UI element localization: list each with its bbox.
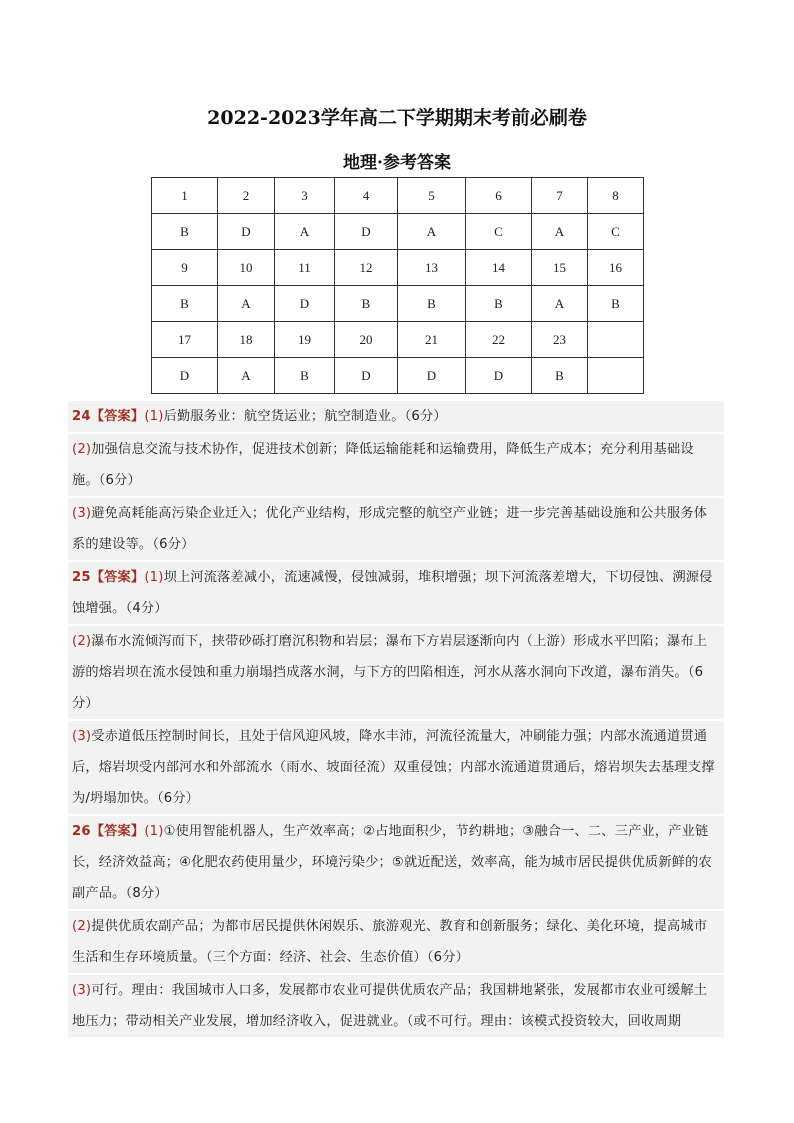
answer-table-cell: 20 <box>335 322 398 358</box>
answer-table-cell: D <box>335 358 398 394</box>
answer-table-cell <box>588 358 644 394</box>
answer-table-row <box>152 286 644 322</box>
document-subtitle: 地理·参考答案 <box>343 153 451 173</box>
answer-table-cell: A <box>218 358 275 394</box>
answer-paragraph <box>68 498 724 560</box>
answer-table-cell: A <box>532 214 588 250</box>
part-text: 瀑布水流倾泻而下，挟带砂砾打磨沉积物和岩层；瀑布下方岩层逐渐向内（上游）形成水平凹陷；瀑布上游的熔岩坝在流水侵蚀和重力崩塌挡成落水洞，与下方的凹陷相连，河水从落水洞向下改道，瀑布消失。（6分） <box>72 634 708 711</box>
answer-table-cell: 1 <box>152 178 218 214</box>
part-text: 加强信息交流与技术协作，促进技术创新；降低运输能耗和运输费用，降低生产成本；充分利用基础设施。（6分） <box>72 442 694 488</box>
answer-table-cell: D <box>152 358 218 394</box>
answer-table-cell: 9 <box>152 250 218 286</box>
part-label: (2) <box>72 442 92 457</box>
part-label: (1) <box>144 824 164 839</box>
answer-table-cell: A <box>398 214 466 250</box>
answer-table-cell: B <box>335 286 398 322</box>
part-label: (3) <box>72 983 92 998</box>
answer-paragraph <box>68 562 724 624</box>
answer-table-cell: B <box>152 214 218 250</box>
answer-table-cell: 18 <box>218 322 275 358</box>
answer-table-cell: B <box>466 286 532 322</box>
answer-table <box>151 177 644 394</box>
answer-table-cell: 21 <box>398 322 466 358</box>
answer-table-cell <box>588 322 644 358</box>
part-label: (3) <box>72 729 92 744</box>
part-text: 可行。理由：我国城市人口多，发展都市农业可提供优质农产品；我国耕地紧张，发展都市农业可缓解土地压力；带动相关产业发展，增加经济收入，促进就业。（或不可行。理由：该模式投资较大，回收周期 <box>72 983 708 1029</box>
part-label: (1) <box>144 570 164 585</box>
answer-table-cell: D <box>466 358 532 394</box>
answer-table-row <box>152 250 644 286</box>
answer-table-cell: 12 <box>335 250 398 286</box>
answer-table-cell: B <box>398 286 466 322</box>
answer-table-cell: A <box>218 286 275 322</box>
answer-table-row <box>152 322 644 358</box>
answer-label: 【答案】 <box>90 824 145 839</box>
answer-table-cell: B <box>532 358 588 394</box>
answer-explanations <box>68 401 724 1039</box>
answer-table-cell: 15 <box>532 250 588 286</box>
answer-table-cell: 3 <box>275 178 335 214</box>
answer-table-cell: 6 <box>466 178 532 214</box>
answer-table-cell: 17 <box>152 322 218 358</box>
answer-table-cell: D <box>398 358 466 394</box>
answer-paragraph <box>68 721 724 814</box>
answer-table-cell: 14 <box>466 250 532 286</box>
answer-table-cell: 13 <box>398 250 466 286</box>
answer-table-cell: 22 <box>466 322 532 358</box>
answer-table-cell: 2 <box>218 178 275 214</box>
answer-table-cell: 7 <box>532 178 588 214</box>
answer-table-cell: D <box>335 214 398 250</box>
answer-table-cell: D <box>218 214 275 250</box>
part-label: (2) <box>72 919 92 934</box>
part-label: (2) <box>72 634 92 649</box>
answer-table-cell: 10 <box>218 250 275 286</box>
answer-table-cell: 5 <box>398 178 466 214</box>
answer-table-cell: 11 <box>275 250 335 286</box>
answer-table-cell: 23 <box>532 322 588 358</box>
part-label: (1) <box>144 409 164 424</box>
answer-table-cell: B <box>588 286 644 322</box>
answer-paragraph <box>68 434 724 496</box>
answer-label: 【答案】 <box>90 409 145 424</box>
part-text: 坝上河流落差减小，流速减慢，侵蚀减弱，堆积增强；坝下河流落差增大，下切侵蚀、溯源侵蚀增强。（4分） <box>72 570 713 616</box>
answer-paragraph <box>68 911 724 973</box>
answer-paragraph <box>68 975 724 1037</box>
question-number: 24 <box>72 409 91 424</box>
answer-table-cell: B <box>275 358 335 394</box>
answer-paragraph <box>68 626 724 719</box>
answer-table-cell: 16 <box>588 250 644 286</box>
answer-paragraph <box>68 816 724 909</box>
part-text: 后勤服务业：航空货运业；航空制造业。（6分） <box>163 409 447 424</box>
question-number: 25 <box>72 570 91 585</box>
answer-table-row <box>152 358 644 394</box>
answer-table-cell: 19 <box>275 322 335 358</box>
answer-label: 【答案】 <box>90 570 145 585</box>
answer-table-cell: D <box>275 286 335 322</box>
answer-table-cell: 4 <box>335 178 398 214</box>
answer-table-cell: A <box>532 286 588 322</box>
answer-table-cell: C <box>588 214 644 250</box>
part-text: ①使用智能机器人，生产效率高；②占地面积少，节约耕地；③融合一、二、三产业，产业链长，经济效益高；④化肥农药使用量少，环境污染少；⑤就近配送，效率高，能为城市居民提供优质新鲜的农副产品。（8分） <box>72 824 712 901</box>
answer-paragraph <box>68 401 724 432</box>
answer-table-cell: B <box>152 286 218 322</box>
question-number: 26 <box>72 824 91 839</box>
part-text: 避免高耗能高污染企业迁入；优化产业结构，形成完整的航空产业链；进一步完善基础设施和公共服务体系的建设等。（6分） <box>72 506 708 552</box>
part-text: 提供优质农副产品；为都市居民提供休闲娱乐、旅游观光、教育和创新服务；绿化、美化环境，提高城市生活和生存环境质量。（三个方面：经济、社会、生态价值）（6分） <box>72 919 708 965</box>
part-label: (3) <box>72 506 92 521</box>
document-title: 2022-2023学年高二下学期期末考前必刷卷 <box>207 107 587 129</box>
answer-table-row <box>152 178 644 214</box>
answer-table-row <box>152 214 644 250</box>
answer-table-cell: A <box>275 214 335 250</box>
answer-table-cell: C <box>466 214 532 250</box>
answer-table-cell: 8 <box>588 178 644 214</box>
part-text: 受赤道低压控制时间长，且处于信风迎风坡，降水丰沛，河流径流量大，冲刷能力强；内部水流通道贯通后，熔岩坝受内部河水和外部流水（雨水、坡面径流）双重侵蚀；内部水流通道贯通后，熔岩坝失去基理支撑为/坍塌加快。（6分） <box>72 729 715 806</box>
